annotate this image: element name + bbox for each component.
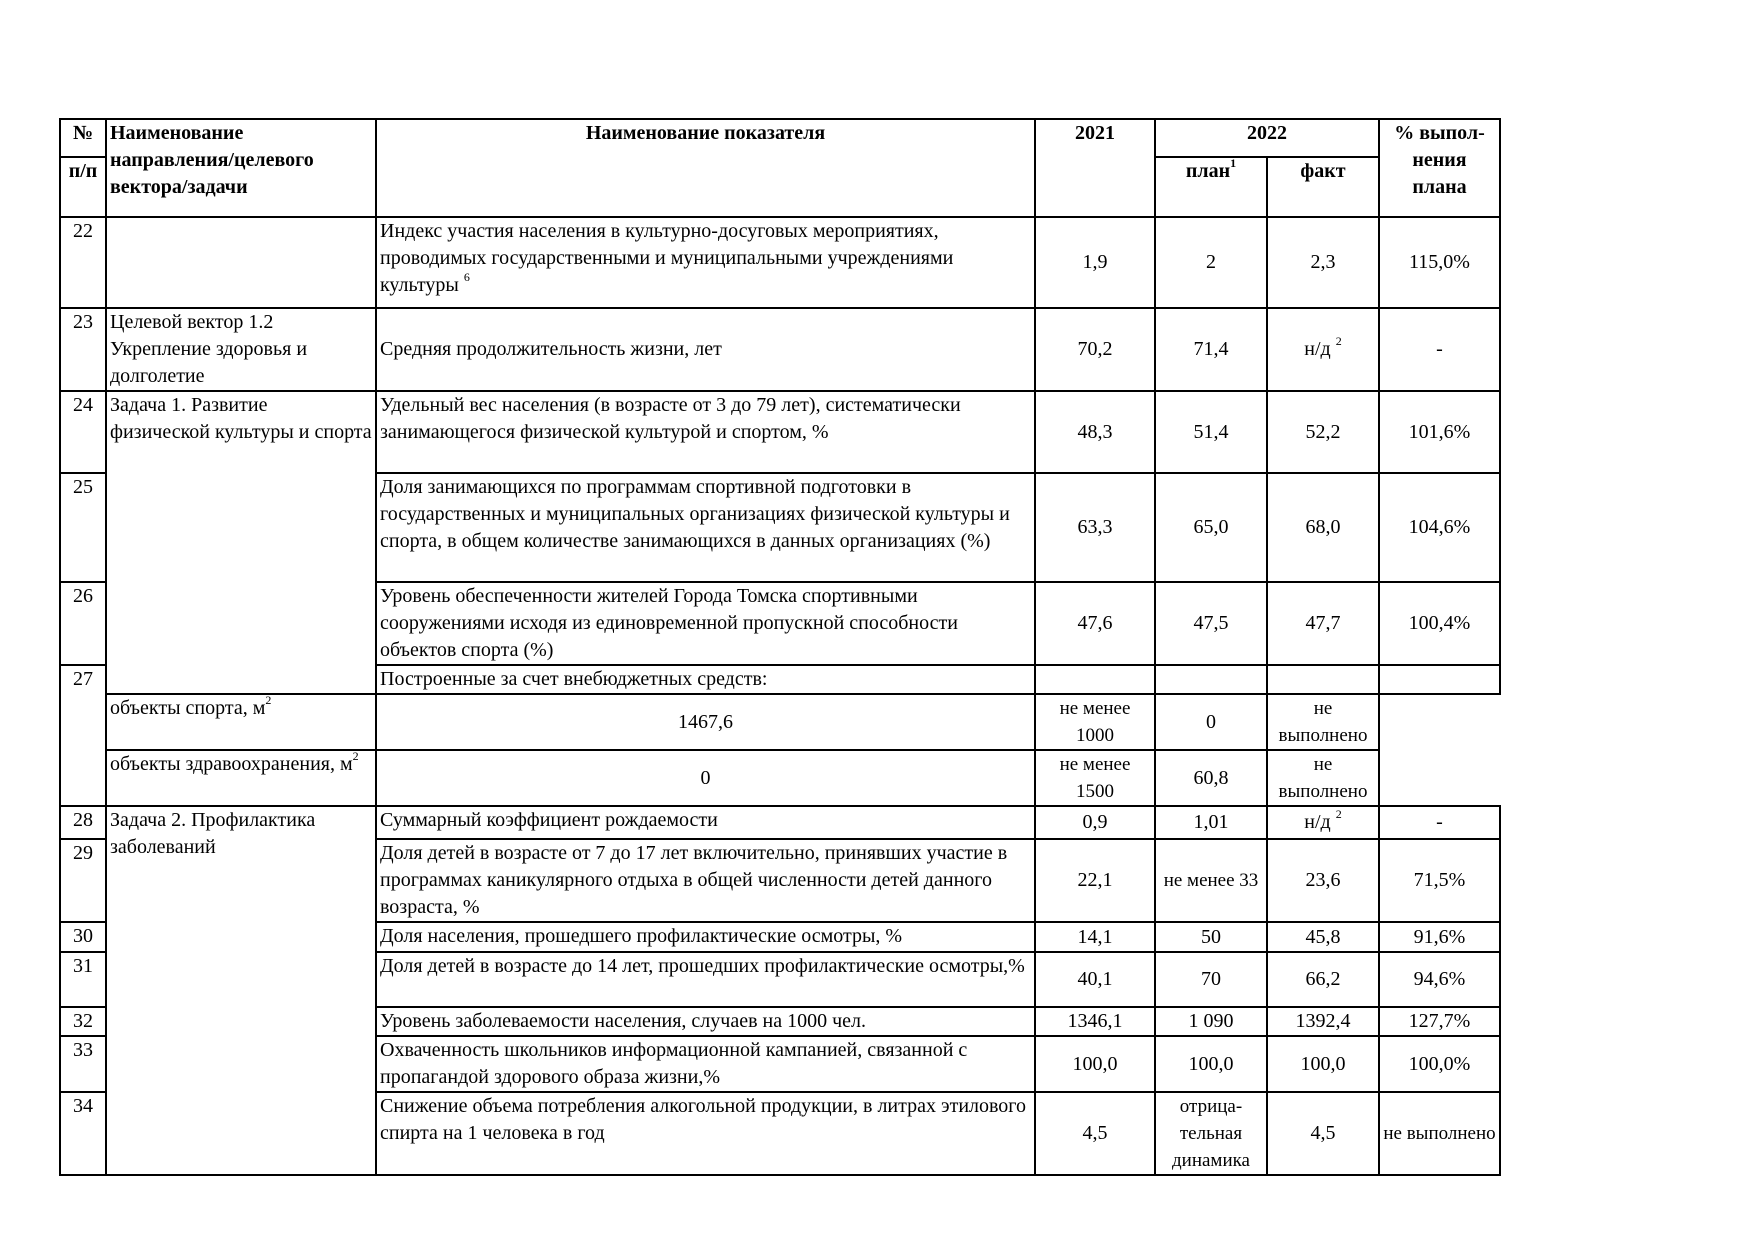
table-row: 23 Целевой вектор 1.2 Укрепление здоровья и долголетие Средняя продолжительность жизни, лет 70,2 71,4 н/д $^2$ -: [60, 308, 1500, 391]
table-row: 25 Доля занимающихся по программам спортивной подготовки в государственных и муниципальных организациях физической культуры и спорта, в общем количестве занимающихся в данных организациях (%) 63,3 65,0 68,0 104,6%: [60, 473, 1500, 582]
table-row: 27 Построенные за счет внебюджетных средств:: [60, 665, 1500, 694]
table-row: объекты спорта, $м^2$ 1467,6 не менее 1000 0 не выполнено: [60, 694, 1500, 750]
direction-cell: [106, 217, 376, 308]
header-plan: план$^1$: [1155, 157, 1267, 217]
header-2022: 2022: [1155, 119, 1379, 157]
table-row: 28 Задача 2. Профилактика заболеваний Суммарный коэффициент рождаемости 0,9 1,01 н/д $^2$ -: [60, 806, 1500, 839]
indicator-cell: Индекс участия населения в культурно-досуговых мероприятиях, проводимых государственными и муниципальными учреждениями культуры $^6$: [376, 217, 1035, 308]
header-direction: Наименование направления/целевого вектора/задачи: [106, 119, 376, 217]
table-row: 24 Задача 1. Развитие физической культуры и спорта Удельный вес населения (в возрасте от 3 до 79 лет), систематически занимающегося физической культурой и спортом, % 48,3 51,4 52,2 101,6%: [60, 391, 1500, 473]
table-row: 22 Индекс участия населения в культурно-досуговых мероприятиях, проводимых государственными и муниципальными учреждениями культуры $^6$ 1,9 2 2,3 115,0%: [60, 217, 1500, 308]
table-row: 32 Уровень заболеваемости населения, случаев на 1000 чел. 1346,1 1 090 1392,4 127,7%: [60, 1007, 1500, 1036]
header-percent: % выпол-нения плана: [1379, 119, 1500, 217]
group-vector-1-2: Целевой вектор 1.2 Укрепление здоровья и долголетие: [106, 308, 376, 391]
group-task-2: Задача 2. Профилактика заболеваний: [106, 806, 376, 1175]
table-row: 29 Доля детей в возрасте от 7 до 17 лет включительно, принявших участие в программах каникулярного отдыха в общей численности детей данного возраста, % 22,1 не менее 33 23,6 71,5%: [60, 839, 1500, 922]
header-2021: 2021: [1035, 119, 1155, 217]
header-num-sub: п/п: [60, 157, 106, 217]
header-num: №: [60, 119, 106, 157]
table-row: 31 Доля детей в возрасте до 14 лет, прошедших профилактические осмотры,% 40,1 70 66,2 94,6%: [60, 952, 1500, 1007]
table-row: 26 Уровень обеспеченности жителей Города Томска спортивными сооружениями исходя из единовременной пропускной способности объектов спорта (%) 47,6 47,5 47,7 100,4%: [60, 582, 1500, 665]
table-row: объекты здравоохранения, $м^2$ 0 не менее 1500 60,8 не выполнено: [60, 750, 1500, 806]
header-fact: факт: [1267, 157, 1379, 217]
header-indicator: Наименование показателя: [376, 119, 1035, 217]
table-row: 33 Охваченность школьников информационной кампанией, связанной с пропагандой здорового образа жизни,% 100,0 100,0 100,0 100,0%: [60, 1036, 1500, 1092]
table-row: 34 Снижение объема потребления алкогольной продукции, в литрах этилового спирта на 1 человека в год 4,5 отрица-тельная динамика 4,5 не выполнено: [60, 1092, 1500, 1175]
table-row: 30 Доля населения, прошедшего профилактические осмотры, % 14,1 50 45,8 91,6%: [60, 922, 1500, 952]
indicators-table: [59, 118, 1501, 1176]
group-task-1: Задача 1. Развитие физической культуры и спорта: [106, 391, 376, 694]
